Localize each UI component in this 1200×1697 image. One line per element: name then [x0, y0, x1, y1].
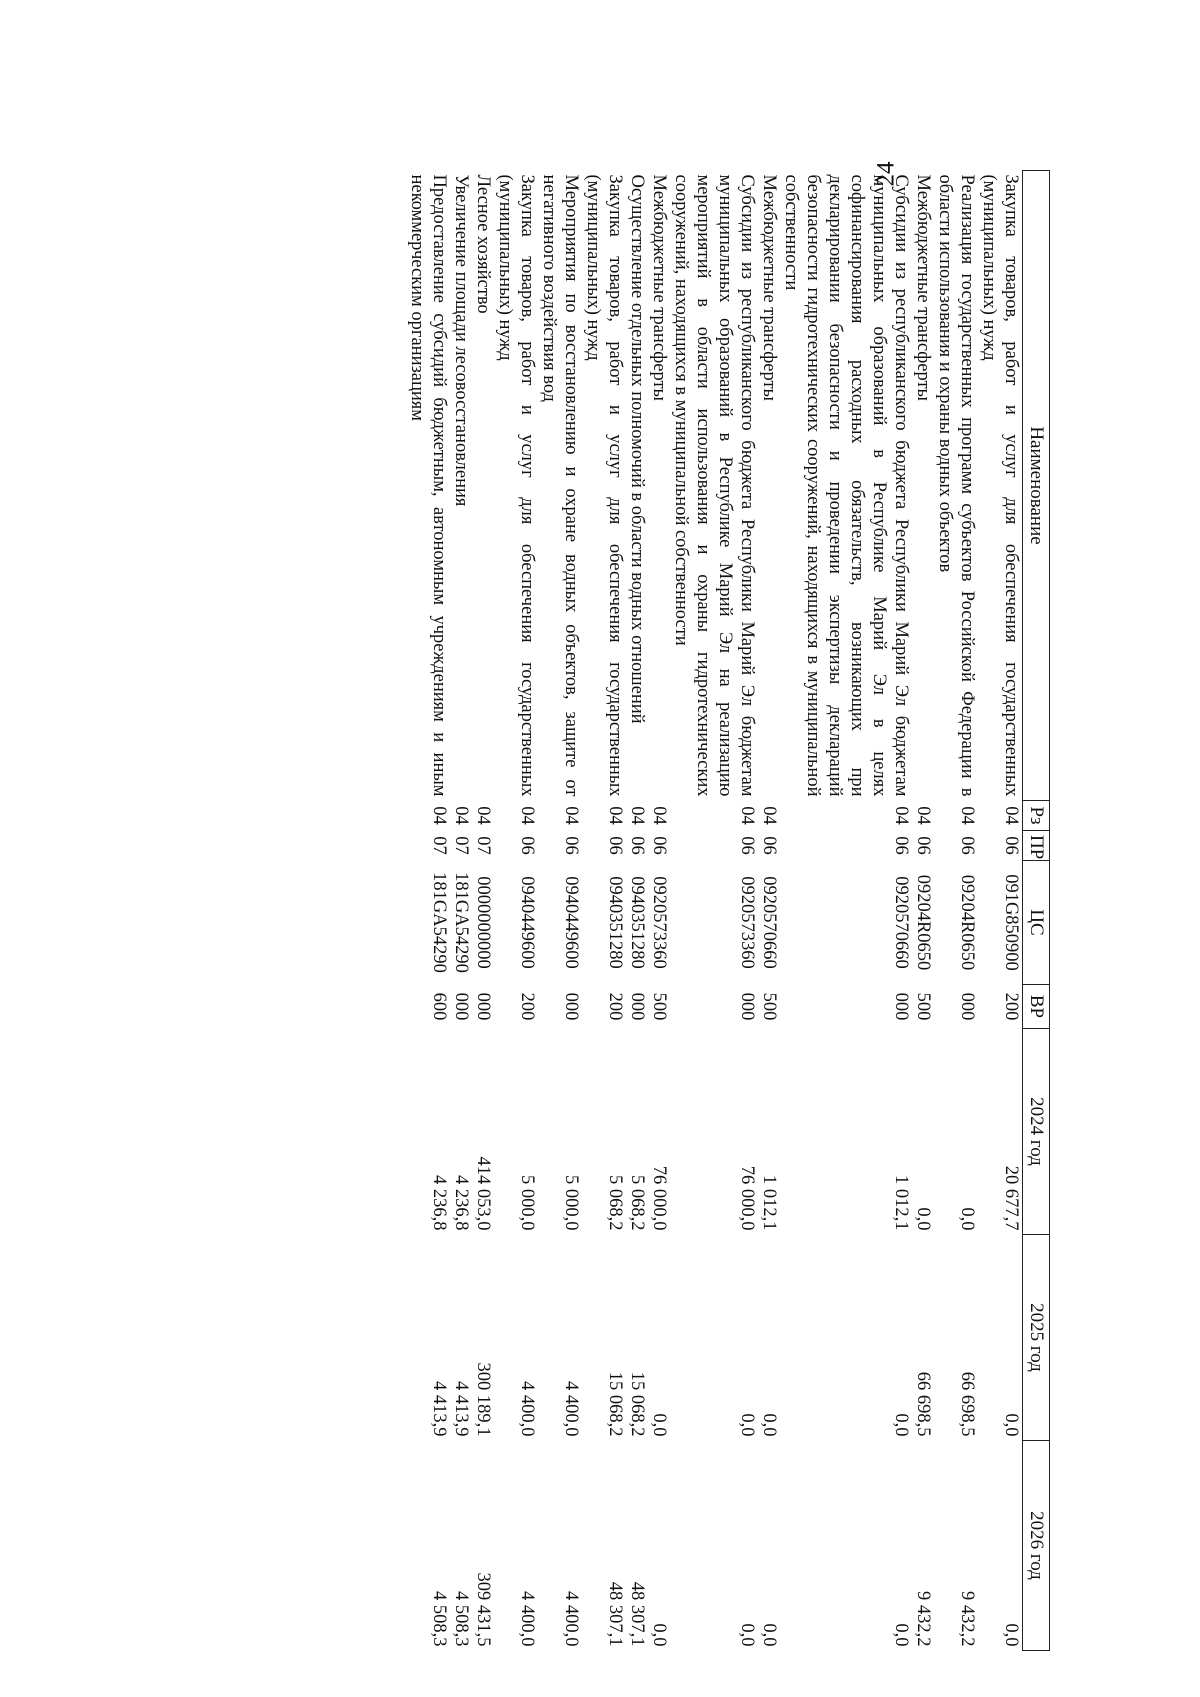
cell-name: Лесное хозяйство [473, 174, 493, 314]
cell-y2026: 4 508,3 [429, 1591, 449, 1647]
header-name: Наименование [1023, 171, 1050, 801]
cell-name: Межбюджетные трансферты [913, 174, 933, 401]
cell-pr: 07 [473, 836, 493, 855]
cell-vr: 000 [473, 992, 493, 1021]
table-row [758, 171, 780, 1651]
cell-y2026: 48 307,1 [605, 1581, 625, 1647]
cell-pr: 07 [451, 836, 471, 855]
header-2024: 2024 год [1023, 1029, 1050, 1235]
cell-y2025: 300 189,1 [473, 1362, 493, 1437]
cell-cs: 0940449600 [561, 876, 581, 969]
cell-pr: 06 [913, 836, 933, 855]
cell-name: Мероприятия по восстановлению и охране водных объектов, защите от негативного воздействия вод [539, 174, 581, 797]
cell-pr: 06 [957, 836, 977, 855]
cell-pr: 06 [517, 836, 537, 855]
header-vr: ВР [1023, 985, 1050, 1029]
cell-y2024: 5 000,0 [561, 1175, 581, 1231]
cell-y2026: 0,0 [891, 1623, 911, 1647]
cell-y2025: 0,0 [1001, 1413, 1021, 1437]
cell-cs: 181GA54290 [429, 872, 449, 973]
cell-cs: 0920570660 [891, 876, 911, 969]
cell-y2025: 66 698,5 [913, 1371, 933, 1437]
cell-cs: 0940351280 [605, 876, 625, 969]
cell-y2024: 414 053,0 [473, 1156, 493, 1231]
table-row [670, 171, 758, 1651]
cell-pr: 06 [561, 836, 581, 855]
table-row [450, 171, 472, 1651]
table-row [406, 171, 450, 1651]
cell-name: Увеличение площади лесовосстановления [451, 174, 471, 507]
cell-vr: 000 [737, 992, 757, 1021]
cell-rz: 04 [891, 806, 911, 825]
cell-pr: 07 [429, 836, 449, 855]
cell-y2024: 4 236,8 [429, 1175, 449, 1231]
table-row [780, 171, 912, 1651]
cell-rz: 04 [737, 806, 757, 825]
cell-y2026: 4 400,0 [561, 1591, 581, 1647]
cell-cs: 181GA54290 [451, 872, 471, 973]
cell-vr: 500 [649, 992, 669, 1021]
cell-rz: 04 [1001, 806, 1021, 825]
cell-cs: 0940351280 [627, 876, 647, 969]
cell-y2024: 76 000,0 [737, 1165, 757, 1231]
cell-pr: 06 [1001, 836, 1021, 855]
cell-pr: 06 [891, 836, 911, 855]
cell-name: Предоставление субсидий бюджетным, автономным учреждениям и иным некоммерческим организациям [407, 174, 449, 797]
cell-rz: 04 [649, 806, 669, 825]
cell-cs: 0920570660 [759, 876, 779, 969]
cell-vr: 000 [957, 992, 977, 1021]
header-2025: 2025 год [1023, 1235, 1050, 1441]
cell-cs: 0920573360 [737, 876, 757, 969]
cell-name: Закупка товаров, работ и услуг для обеспечения государственных (муниципальных) нужд [583, 174, 625, 797]
cell-y2024: 1 012,1 [759, 1175, 779, 1231]
cell-y2025: 15 068,2 [627, 1371, 647, 1437]
cell-vr: 200 [605, 992, 625, 1021]
cell-rz: 04 [517, 806, 537, 825]
cell-rz: 04 [605, 806, 625, 825]
cell-rz: 04 [957, 806, 977, 825]
cell-y2024: 76 000,0 [649, 1165, 669, 1231]
cell-vr: 200 [1001, 992, 1021, 1021]
cell-pr: 06 [649, 836, 669, 855]
rotated-page [180, 170, 1050, 1650]
cell-y2026: 4 508,3 [451, 1591, 471, 1647]
cell-y2025: 66 698,5 [957, 1371, 977, 1437]
cell-y2024: 5 068,2 [627, 1175, 647, 1231]
cell-y2026: 309 431,5 [473, 1572, 493, 1647]
cell-y2024: 20 677,7 [1001, 1165, 1021, 1231]
table-row [582, 171, 626, 1651]
cell-cs: 0940449600 [517, 876, 537, 969]
cell-y2024: 0,0 [957, 1207, 977, 1231]
cell-y2026: 4 400,0 [517, 1591, 537, 1647]
cell-rz: 04 [561, 806, 581, 825]
cell-name: Межбюджетные трансферты [759, 174, 779, 401]
header-2026: 2026 год [1023, 1441, 1050, 1651]
cell-y2025: 4 400,0 [517, 1381, 537, 1437]
cell-y2026: 0,0 [759, 1623, 779, 1647]
cell-vr: 000 [451, 992, 471, 1021]
cell-y2026: 9 432,2 [913, 1591, 933, 1647]
cell-y2024: 5 000,0 [517, 1175, 537, 1231]
table-row [978, 171, 1023, 1651]
header-rz: Рз [1023, 801, 1050, 831]
cell-rz: 04 [913, 806, 933, 825]
cell-name: Реализация государственных программ субъектов Российской Федерации в области использования и охраны водных объектов [935, 174, 977, 797]
cell-pr: 06 [737, 836, 757, 855]
cell-y2025: 4 413,9 [429, 1381, 449, 1437]
table-row [626, 171, 648, 1651]
cell-vr: 600 [429, 992, 449, 1021]
cell-rz: 04 [473, 806, 493, 825]
cell-pr: 06 [627, 836, 647, 855]
cell-y2025: 0,0 [759, 1413, 779, 1437]
budget-table [406, 170, 1050, 1651]
cell-vr: 500 [913, 992, 933, 1021]
cell-y2025: 4 413,9 [451, 1381, 471, 1437]
cell-pr: 06 [759, 836, 779, 855]
cell-cs: 0000000000 [473, 876, 493, 969]
cell-y2024: 0,0 [913, 1207, 933, 1231]
cell-y2026: 0,0 [1001, 1623, 1021, 1647]
cell-vr: 000 [891, 992, 911, 1021]
cell-y2025: 0,0 [891, 1413, 911, 1437]
cell-y2025: 4 400,0 [561, 1381, 581, 1437]
cell-name: Межбюджетные трансферты [649, 174, 669, 401]
cell-cs: 09204R0650 [913, 874, 933, 971]
cell-name: Закупка товаров, работ и услуг для обеспечения государственных (муниципальных) нужд [495, 174, 537, 797]
cell-vr: 000 [627, 992, 647, 1021]
table-row [472, 171, 494, 1651]
cell-cs: 09204R0650 [957, 874, 977, 971]
table-row [494, 171, 538, 1651]
table-row [912, 171, 934, 1651]
header-pr: ПР [1023, 831, 1050, 861]
cell-name: Закупка товаров, работ и услуг для обеспечения государственных (муниципальных) нужд [979, 174, 1021, 797]
cell-y2025: 0,0 [649, 1413, 669, 1437]
header-cs: ЦС [1023, 861, 1050, 985]
cell-y2026: 0,0 [649, 1623, 669, 1647]
table-body [406, 171, 1023, 1651]
table-row [934, 171, 978, 1651]
table-row [648, 171, 670, 1651]
cell-y2025: 15 068,2 [605, 1371, 625, 1437]
cell-y2026: 48 307,1 [627, 1581, 647, 1647]
cell-y2025: 0,0 [737, 1413, 757, 1437]
cell-name: Осуществление отдельных полномочий в области водных отношений [627, 174, 647, 724]
cell-y2026: 0,0 [737, 1623, 757, 1647]
cell-name: Субсидии из республиканского бюджета Республики Марий Эл бюджетам муниципальных образований в Республике Марий Эл на реализацию мероприятий в области использования и охраны гидротехнических сооружений, находящихся в муниципальной собственности [671, 174, 757, 797]
cell-vr: 000 [561, 992, 581, 1021]
cell-y2024: 4 236,8 [451, 1175, 471, 1231]
cell-y2026: 9 432,2 [957, 1591, 977, 1647]
cell-rz: 04 [451, 806, 471, 825]
cell-vr: 500 [759, 992, 779, 1021]
cell-pr: 06 [605, 836, 625, 855]
cell-rz: 04 [429, 806, 449, 825]
table-row [538, 171, 582, 1651]
cell-y2024: 5 068,2 [605, 1175, 625, 1231]
cell-cs: 091G850900 [1001, 874, 1021, 971]
cell-y2024: 1 012,1 [891, 1175, 911, 1231]
cell-vr: 200 [517, 992, 537, 1021]
cell-rz: 04 [627, 806, 647, 825]
cell-cs: 0920573360 [649, 876, 669, 969]
cell-rz: 04 [759, 806, 779, 825]
page-number: 24 [872, 161, 900, 187]
cell-name: Субсидии из республиканского бюджета Республики Марий Эл бюджетам муниципальных образований в Республике Марий Эл в целях софинансирования расходных обязательств, возникающих при декларировании безопасности и проведении экспертизы деклараций безопасности гидротехнических сооружений, находящихся в муниципальной собственности [781, 174, 911, 797]
table-header [1023, 171, 1050, 1651]
